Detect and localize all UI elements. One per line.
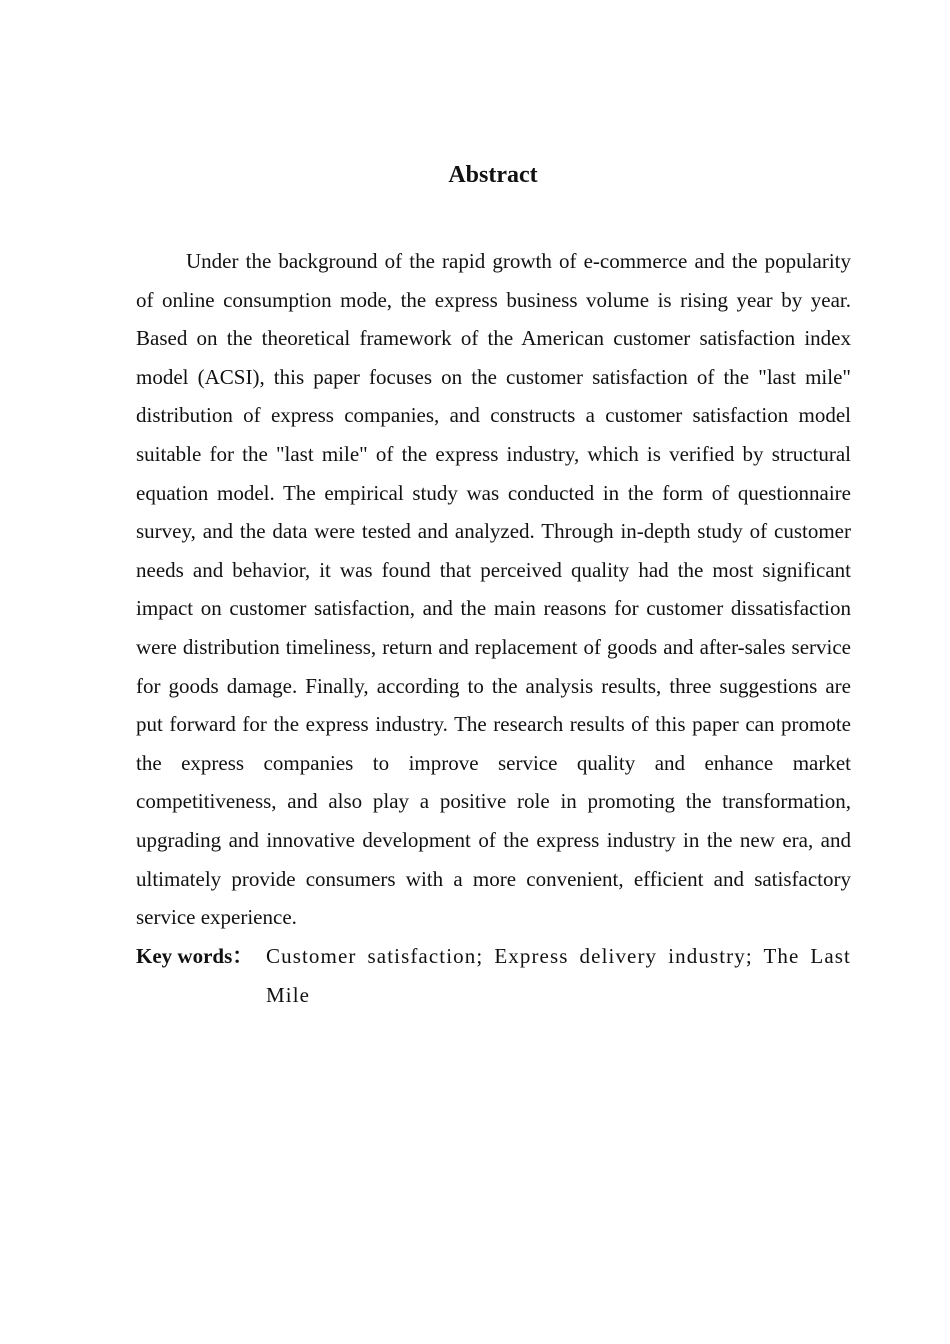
abstract-body: Under the background of the rapid growth of e-commerce and the popularity of online consumption mode, the express business volume is rising year by year. Based on the theoretical framework of the American customer satisfaction index model (ACSI), this paper focuses on the customer satisfaction of the "last mile" distribution of express companies, and constructs a customer satisfaction model suitable for the "last mile" of the express industry, which is verified by structural equation model. The empirical study was conducted in the form of questionnaire survey, and the data were tested and analyzed. Through in-depth study of customer needs and behavior, it was found that perceived quality had the most significant impact on customer satisfaction, and the main reasons for customer dissatisfaction were distribution timeliness, return and replacement of goods and after-sales service for goods damage. Finally, according to the analysis results, three suggestions are put forward for the express industry. The research results of this paper can promote the express companies to improve service quality and enhance market competitiveness, and also play a positive role in promoting the transformation, upgrading and innovative development of the express industry in the new era, and ultimately provide consumers with a more convenient, efficient and satisfactory service experience. [136, 249, 851, 930]
keywords-text: Customer satisfaction; Express delivery industry; The Last Mile [266, 944, 851, 1007]
abstract-title: Abstract [448, 162, 538, 188]
keywords-label: Key words： [136, 944, 254, 968]
